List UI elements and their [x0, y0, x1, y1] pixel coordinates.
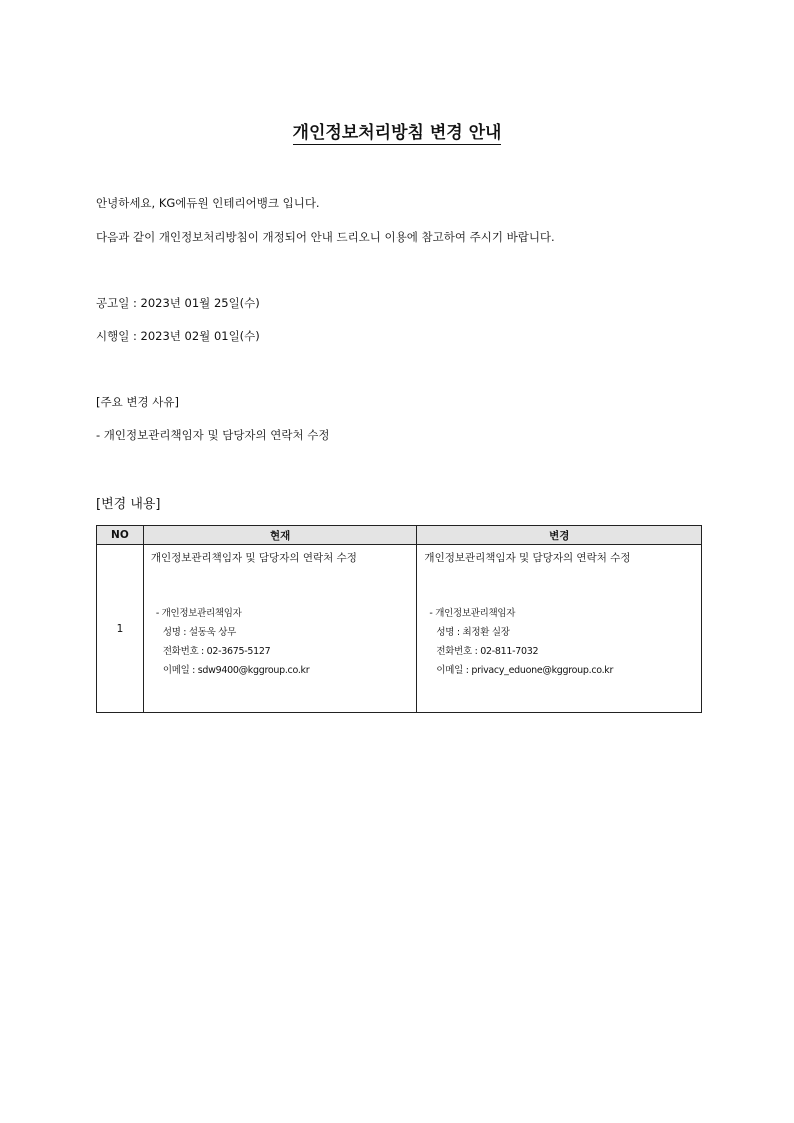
effective-date: 시행일 : 2023년 02월 01일(수)	[96, 329, 260, 343]
reason-item: - 개인정보관리책임자 및 담당자의 연락처 수정	[96, 428, 330, 442]
reason-heading: [주요 변경 사유]	[96, 395, 179, 409]
changed-phone: 전화번호 : 02-811-7032	[436, 646, 539, 657]
table-row	[97, 545, 702, 713]
change-table	[96, 525, 702, 713]
header-changed: 변경	[417, 526, 702, 545]
changed-name: 성명 : 최정환 실장	[436, 627, 510, 638]
document-title	[0, 118, 794, 143]
current-summary: 개인정보관리책임자 및 담당자의 연락처 수정	[150, 552, 357, 564]
document-title-text: 개인정보처리방침 변경 안내	[292, 123, 502, 143]
changed-email: 이메일 : privacy_eduone@kggroup.co.kr	[436, 665, 614, 676]
announce-date: 공고일 : 2023년 01월 25일(수)	[96, 296, 260, 310]
table-header-row	[97, 526, 702, 545]
changed-details	[417, 565, 701, 680]
intro-text: 다음과 같이 개인정보처리방침이 개정되어 안내 드리오니 이용에 참고하여 주시기 바랍니다.	[96, 230, 555, 244]
current-phone: 전화번호 : 02-3675-5127	[162, 646, 271, 657]
changed-summary: 개인정보관리책임자 및 담당자의 연락처 수정	[424, 552, 631, 564]
changed-cell	[417, 545, 702, 713]
greeting-text: 안녕하세요, KG에듀원 인테리어뱅크 입니다.	[96, 196, 320, 210]
current-name: 성명 : 설동욱 상무	[162, 627, 237, 638]
current-details	[144, 565, 417, 680]
row-number: 1	[97, 545, 144, 713]
header-no: NO	[97, 526, 144, 545]
current-cell	[143, 545, 417, 713]
current-role: - 개인정보관리책임자	[155, 608, 242, 619]
current-email: 이메일 : sdw9400@kggroup.co.kr	[162, 665, 310, 676]
header-current: 현재	[143, 526, 417, 545]
content-heading: [변경 내용]	[96, 497, 161, 512]
changed-role: - 개인정보관리책임자	[429, 608, 516, 619]
